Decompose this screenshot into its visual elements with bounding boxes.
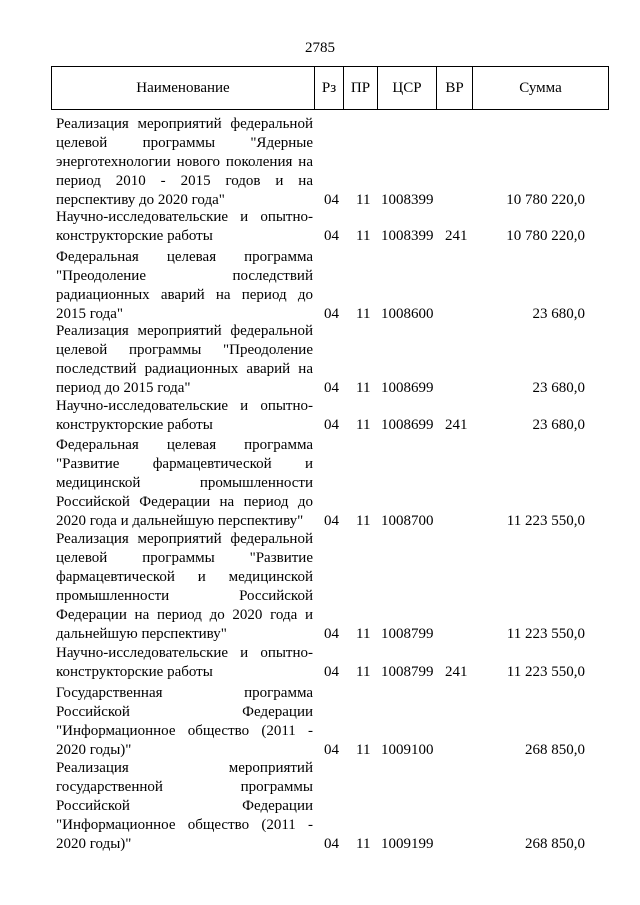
row-name (56, 397, 313, 435)
row-name-line: последствий радиационных аварий на (56, 361, 313, 377)
table-row (0, 208, 640, 246)
row-name (56, 115, 313, 210)
row-name-line: период до 2015 года" (56, 380, 191, 396)
row-pr: 11 (356, 380, 371, 396)
table-row (0, 397, 640, 435)
row-vr: 241 (445, 417, 468, 433)
row-name-line: конструкторские работы (56, 228, 213, 244)
row-name-line: целевой программы "Ядерные (56, 135, 313, 151)
row-pr: 11 (356, 742, 371, 758)
row-name-line: Федеральная целевая программа (56, 437, 313, 453)
row-name-line: Реализация мероприятий федеральной (56, 323, 313, 339)
row-pr: 11 (356, 192, 371, 208)
row-pr: 11 (356, 306, 371, 322)
row-name-line: дальнейшую перспективу" (56, 626, 227, 642)
row-csr: 1008600 (381, 306, 434, 322)
row-name-line: Реализация мероприятий (56, 760, 313, 776)
table-row (0, 644, 640, 682)
row-name-line: перспективу до 2020 года" (56, 192, 225, 208)
row-sum: 11 223 550,0 (506, 513, 585, 529)
table-row (0, 530, 640, 644)
row-rz: 04 (324, 626, 339, 642)
row-csr: 1008399 (381, 228, 434, 244)
row-name-line: Российской Федерации (56, 798, 313, 814)
row-name-line: конструкторские работы (56, 417, 213, 433)
row-name-line: Научно-исследовательские и опытно- (56, 209, 313, 225)
header-vr: ВР (445, 80, 464, 96)
row-name (56, 644, 313, 682)
page-number: 2785 (305, 40, 335, 56)
row-csr: 1008799 (381, 664, 434, 680)
table-row (0, 115, 640, 210)
row-name-line: Федерации на период до 2020 года и (56, 607, 313, 623)
row-name-line: конструкторские работы (56, 664, 213, 680)
header-pr: ПР (350, 80, 371, 96)
table-row (0, 759, 640, 854)
row-name-line: радиационных аварий на период до (56, 287, 313, 303)
row-csr: 1008700 (381, 513, 434, 529)
table-header (51, 66, 609, 110)
row-pr: 11 (356, 626, 371, 642)
row-name-line: Реализация мероприятий федеральной (56, 116, 313, 132)
row-pr: 11 (356, 417, 371, 433)
table-row (0, 684, 640, 760)
row-name-line: 2020 годы)" (56, 742, 132, 758)
row-name-line: Научно-исследовательские и опытно- (56, 645, 313, 661)
row-name-line: "Развитие фармацевтической и (56, 456, 313, 472)
row-name (56, 322, 313, 398)
row-sum: 11 223 550,0 (506, 626, 585, 642)
row-sum: 10 780 220,0 (506, 228, 585, 244)
row-name-line: "Преодоление последствий (56, 268, 313, 284)
row-name (56, 684, 313, 760)
table-row (0, 322, 640, 398)
row-name (56, 208, 313, 246)
row-vr: 241 (445, 664, 468, 680)
row-name-line: Государственная программа (56, 685, 313, 701)
row-name-line: 2020 года и дальнейшую перспективу" (56, 513, 304, 529)
row-rz: 04 (324, 417, 339, 433)
header-sum: Сумма (519, 80, 562, 96)
row-name (56, 759, 313, 854)
header-rz: Рз (321, 80, 337, 96)
row-rz: 04 (324, 192, 339, 208)
row-name-line: фармацевтической и медицинской (56, 569, 313, 585)
row-name-line: промышленности Российской (56, 588, 313, 604)
row-name-line: "Информационное общество (2011 - (56, 817, 313, 833)
row-csr: 1009100 (381, 742, 434, 758)
row-name-line: государственной программы (56, 779, 313, 795)
row-rz: 04 (324, 306, 339, 322)
row-name-line: энерготехнологии нового поколения на (56, 154, 313, 170)
row-name-line: Российской Федерации на период до (56, 494, 313, 510)
row-csr: 1008699 (381, 417, 434, 433)
row-sum: 268 850,0 (525, 742, 585, 758)
row-pr: 11 (356, 664, 371, 680)
row-name-line: "Информационное общество (2011 - (56, 723, 313, 739)
row-name (56, 436, 313, 531)
row-name-line: целевой программы "Развитие (56, 550, 313, 566)
row-name (56, 248, 313, 324)
row-name-line: целевой программы "Преодоление (56, 342, 313, 358)
row-rz: 04 (324, 836, 339, 852)
row-sum: 23 680,0 (532, 306, 585, 322)
row-sum: 11 223 550,0 (506, 664, 585, 680)
row-pr: 11 (356, 228, 371, 244)
row-rz: 04 (324, 664, 339, 680)
row-pr: 11 (356, 836, 371, 852)
row-name-line: Российской Федерации (56, 704, 313, 720)
row-name-line: медицинской промышленности (56, 475, 313, 491)
row-rz: 04 (324, 380, 339, 396)
row-csr: 1008799 (381, 626, 434, 642)
table-row (0, 248, 640, 324)
row-name-line: Реализация мероприятий федеральной (56, 531, 313, 547)
row-name-line: 2020 годы)" (56, 836, 132, 852)
row-csr: 1008399 (381, 192, 434, 208)
header-name: Наименование (136, 80, 230, 96)
header-csr: ЦСР (392, 80, 422, 96)
row-sum: 23 680,0 (532, 380, 585, 396)
row-csr: 1009199 (381, 836, 434, 852)
row-sum: 10 780 220,0 (506, 192, 585, 208)
row-sum: 268 850,0 (525, 836, 585, 852)
row-pr: 11 (356, 513, 371, 529)
row-name (56, 530, 313, 644)
row-vr: 241 (445, 228, 468, 244)
row-name-line: период 2010 - 2015 годов и на (56, 173, 313, 189)
row-rz: 04 (324, 228, 339, 244)
row-name-line: Федеральная целевая программа (56, 249, 313, 265)
row-sum: 23 680,0 (532, 417, 585, 433)
row-rz: 04 (324, 742, 339, 758)
row-name-line: 2015 года" (56, 306, 124, 322)
row-name-line: Научно-исследовательские и опытно- (56, 398, 313, 414)
row-csr: 1008699 (381, 380, 434, 396)
row-rz: 04 (324, 513, 339, 529)
table-row (0, 436, 640, 531)
